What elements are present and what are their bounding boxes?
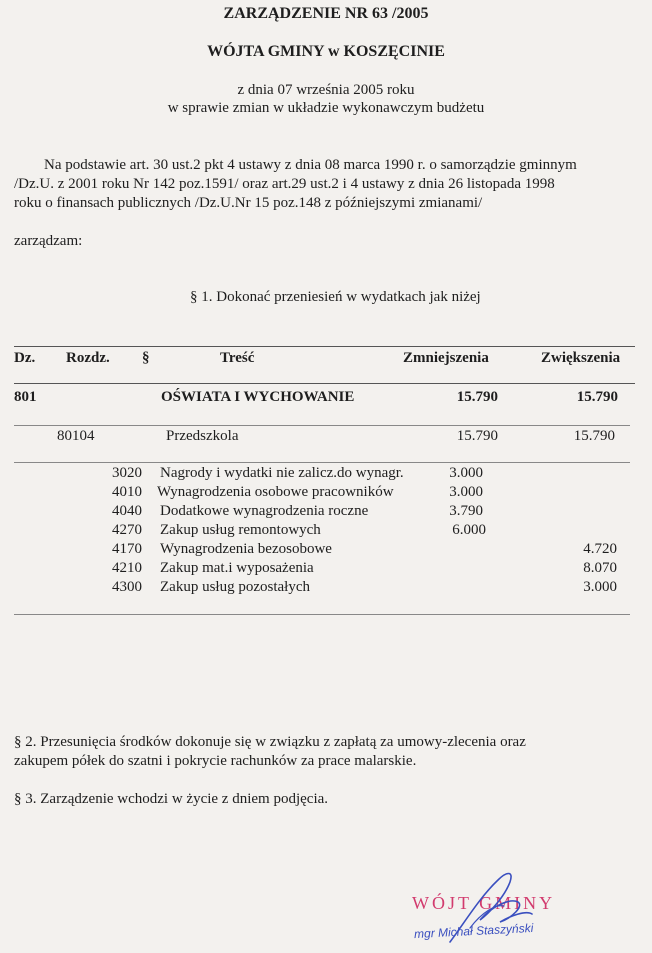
row-par: 4300 (112, 579, 142, 595)
row-zwiekszenia: 8.070 (583, 560, 617, 576)
stamp-name: mgr Michał Staszyński (413, 920, 534, 942)
row-zmniejszenia: 3.790 (449, 503, 483, 519)
row-name: Wynagrodzenia osobowe pracowników (157, 484, 394, 500)
rozdzial-zmniejszenia: 15.790 (456, 428, 498, 444)
row-par: 3020 (112, 465, 142, 481)
row-name: Nagrody i wydatki nie zalicz.do wynagr. (160, 465, 404, 481)
signature-icon (440, 862, 550, 947)
table-rule-rozdzial (14, 462, 630, 463)
row-par: 4270 (112, 522, 142, 538)
header-par: § (142, 350, 150, 366)
row-name: Dodatkowe wynagrodzenia roczne (160, 503, 369, 519)
row-par: 4040 (112, 503, 142, 519)
section-1: § 1. Dokonać przeniesień w wydatkach jak niżej (190, 289, 481, 305)
row-name: Zakup usług pozostałych (160, 579, 310, 595)
row-par: 4010 (112, 484, 142, 500)
document-title: ZARZĄDZENIE NR 63 /2005 (223, 5, 429, 22)
header-rozdz: Rozdz. (66, 350, 110, 366)
row-name: Zakup usług remontowych (160, 522, 321, 538)
preamble-line-3: roku o finansach publicznych /Dz.U.Nr 15 poz.148 z późniejszymi zmianami/ (14, 195, 483, 211)
dzial-name: OŚWIATA I WYCHOWANIE (161, 389, 355, 405)
section-2-line-1: § 2. Przesunięcia środków dokonuje się w związku z zapłatą za umowy-zlecenia oraz (14, 734, 526, 750)
stamp-title: WÓJT GMINY (412, 893, 556, 913)
header-zmniejszenia: Zmniejszenia (403, 350, 489, 366)
row-zmniejszenia: 3.000 (449, 484, 483, 500)
header-tresc: Treść (220, 350, 255, 366)
table-rule-top (14, 346, 635, 347)
section-2-line-2: zakupem półek do szatni i pokrycie rachunków za prace malarskie. (14, 753, 417, 769)
rozdzial-code: 80104 (57, 428, 95, 444)
header-zwiekszenia: Zwiększenia (541, 350, 621, 366)
dzial-zwiekszenia: 15.790 (576, 389, 618, 405)
subject-line: w sprawie zmian w układzie wykonawczym budżetu (167, 100, 485, 116)
date-line: z dnia 07 września 2005 roku (237, 82, 415, 98)
row-zmniejszenia: 6.000 (452, 522, 486, 538)
table-rule-dzial (14, 425, 630, 426)
preamble-line-2: /Dz.U. z 2001 roku Nr 142 poz.1591/ oraz art.29 ust.2 i 4 ustawy z dnia 26 listopada 1998 (14, 176, 555, 192)
rozdzial-zwiekszenia: 15.790 (573, 428, 615, 444)
row-name: Wynagrodzenia bezosobowe (160, 541, 332, 557)
row-name: Zakup mat.i wyposażenia (160, 560, 314, 576)
rozdzial-name: Przedszkola (166, 428, 239, 444)
section-3: § 3. Zarządzenie wchodzi w życie z dniem podjęcia. (14, 791, 329, 807)
dzial-zmniejszenia: 15.790 (456, 389, 498, 405)
row-zwiekszenia: 4.720 (583, 541, 617, 557)
order-word: zarządzam: (14, 233, 83, 249)
row-par: 4170 (112, 541, 142, 557)
row-par: 4210 (112, 560, 142, 576)
table-rule-header (14, 383, 635, 384)
document-subtitle: WÓJTA GMINY w KOSZĘCINIE (207, 43, 445, 60)
dzial-code: 801 (14, 389, 37, 405)
row-zmniejszenia: 3.000 (449, 465, 483, 481)
header-dz: Dz. (14, 350, 36, 366)
row-zwiekszenia: 3.000 (583, 579, 617, 595)
preamble-line-1: Na podstawie art. 30 ust.2 pkt 4 ustawy z dnia 08 marca 1990 r. o samorządzie gminnym (44, 157, 577, 173)
table-rule-bottom (14, 614, 630, 615)
